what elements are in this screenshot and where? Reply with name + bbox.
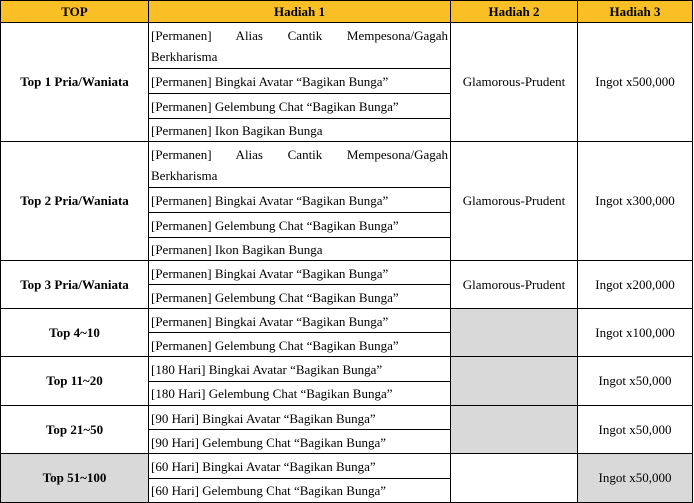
reward-list [149, 309, 450, 356]
reward-item: [Permanen] Gelembung Chat “Bagikan Bunga” [151, 289, 399, 305]
rank-cell: Top 51~100 [1, 454, 149, 503]
reward-list [149, 357, 450, 405]
hadiah-2-empty-cell [451, 406, 578, 454]
table-row [1, 309, 693, 357]
rank-cell: Top 11~20 [1, 357, 149, 406]
hadiah-1-cell [149, 406, 451, 454]
header-top: TOP [1, 1, 149, 23]
reward-item: [Permanen] Bingkai Avatar “Bagikan Bunga” [149, 69, 450, 94]
reward-list [149, 142, 450, 260]
reward-list [149, 454, 450, 502]
hadiah-1-cell [149, 357, 451, 406]
reward-item: [Permanen] Alias Cantik Mempesona/Gagah Berkharisma [149, 23, 450, 69]
hadiah-2-cell: Glamorous-Prudent [451, 142, 578, 261]
hadiah-3-cell: Ingot x200,000 [578, 261, 693, 309]
reward-item: [Permanen] Ikon Bagikan Bunga [151, 123, 323, 138]
reward-item: [Permanen] Ikon Bagikan Bunga [151, 242, 323, 257]
rank-cell: Top 3 Pria/Waniata [1, 261, 149, 309]
reward-item: [Permanen] Bingkai Avatar “Bagikan Bunga” [149, 261, 450, 285]
reward-item: [Permanen] Gelembung Chat “Bagikan Bunga” [149, 213, 450, 238]
reward-item: [90 Hari] Gelembung Chat “Bagikan Bunga” [151, 434, 387, 450]
hadiah-1-cell [149, 23, 451, 142]
reward-item: [60 Hari] Bingkai Avatar “Bagikan Bunga” [149, 454, 450, 479]
reward-item: [180 Hari] Gelembung Chat “Bagikan Bunga” [151, 386, 393, 402]
reward-list [149, 23, 450, 141]
reward-list [149, 261, 450, 308]
hadiah-3-cell: Ingot x50,000 [578, 454, 693, 503]
table-row [1, 406, 693, 454]
reward-item: [Permanen] Gelembung Chat “Bagikan Bunga” [151, 337, 399, 353]
table-row [1, 261, 693, 309]
hadiah-2-cell: Glamorous-Prudent [451, 23, 578, 142]
hadiah-2-empty-cell [451, 309, 578, 357]
hadiah-3-cell: Ingot x100,000 [578, 309, 693, 357]
hadiah-3-cell: Ingot x50,000 [578, 357, 693, 406]
hadiah-3-cell: Ingot x50,000 [578, 406, 693, 454]
rank-cell: Top 2 Pria/Waniata [1, 142, 149, 261]
header-hadiah-3: Hadiah 3 [578, 1, 693, 23]
reward-item: [60 Hari] Gelembung Chat “Bagikan Bunga” [151, 483, 387, 499]
table-row [1, 454, 693, 503]
hadiah-1-cell [149, 261, 451, 309]
reward-list [149, 406, 450, 453]
reward-item: [Permanen] Bingkai Avatar “Bagikan Bunga” [149, 309, 450, 333]
rank-cell: Top 1 Pria/Waniata [1, 23, 149, 142]
table-header-row [1, 1, 693, 23]
hadiah-3-cell: Ingot x300,000 [578, 142, 693, 261]
reward-item: [Permanen] Bingkai Avatar “Bagikan Bunga” [149, 188, 450, 213]
hadiah-3-cell: Ingot x500,000 [578, 23, 693, 142]
hadiah-2-cell [451, 454, 578, 503]
header-hadiah-1: Hadiah 1 [149, 1, 451, 23]
table-row [1, 142, 693, 261]
hadiah-1-cell [149, 309, 451, 357]
reward-item: [180 Hari] Bingkai Avatar “Bagikan Bunga” [149, 357, 450, 382]
hadiah-2-empty-cell [451, 357, 578, 406]
hadiah-1-cell [149, 454, 451, 503]
hadiah-1-cell [149, 142, 451, 261]
reward-item: [Permanen] Gelembung Chat “Bagikan Bunga” [149, 94, 450, 119]
reward-item: [Permanen] Alias Cantik Mempesona/Gagah Berkharisma [149, 142, 450, 188]
rank-cell: Top 4~10 [1, 309, 149, 357]
table-row [1, 357, 693, 406]
reward-item: [90 Hari] Bingkai Avatar “Bagikan Bunga” [149, 406, 450, 430]
hadiah-2-cell: Glamorous-Prudent [451, 261, 578, 309]
header-hadiah-2: Hadiah 2 [451, 1, 578, 23]
table-row [1, 23, 693, 142]
rank-cell: Top 21~50 [1, 406, 149, 454]
